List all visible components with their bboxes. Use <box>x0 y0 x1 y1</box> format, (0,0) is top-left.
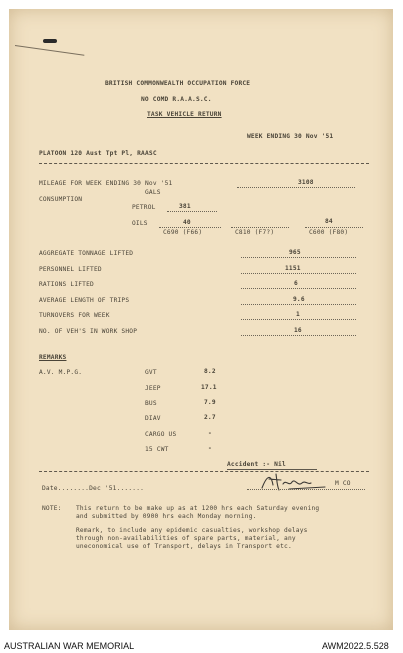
mpg-row-label: BUS <box>145 400 157 407</box>
mpg-row-value: 2.7 <box>204 414 216 421</box>
stat-value: 965 <box>289 249 301 256</box>
mpg-row-value: - <box>208 445 212 452</box>
note-line-3: Remark, to include any epidemic casualties, workshop delays <box>76 527 308 534</box>
stat-label: NO. OF VEH'S IN WORK SHOP <box>39 328 138 335</box>
stat-value: 6 <box>294 280 298 287</box>
stat-label: TURNOVERS FOR WEEK <box>39 312 110 319</box>
note-line-5: uneconomical use of Transport, delays in Transport etc. <box>76 543 292 550</box>
stat-dots <box>241 288 356 289</box>
stat-dots <box>241 273 356 274</box>
mpg-row-value: 17.1 <box>201 384 217 391</box>
col-1: C690 (F66) <box>163 229 203 236</box>
stat-label: RATIONS LIFTED <box>39 281 94 288</box>
week-ending: WEEK ENDING 30 Nov '51 <box>247 133 334 140</box>
footer-accession: AWM2022.5.528 <box>322 641 389 651</box>
stat-value: 9.6 <box>293 296 305 303</box>
signature-suffix: M CO <box>335 480 351 487</box>
petrol-label: PETROL <box>132 204 156 211</box>
oils-dots-3 <box>305 227 363 228</box>
section-rule <box>39 163 369 164</box>
stat-label: AVERAGE LENGTH OF TRIPS <box>39 297 130 304</box>
accident-text: Accident :- Nil <box>227 461 286 468</box>
stat-value: 16 <box>294 327 302 334</box>
mileage-label: MILEAGE FOR WEEK ENDING 30 Nov '51 <box>39 180 173 187</box>
oils-dots-1 <box>159 227 221 228</box>
fold-line <box>15 45 84 56</box>
platoon: PLATOON 120 Aust Tpt Pl, RAASC <box>39 150 157 157</box>
stat-label: PERSONNEL LIFTED <box>39 266 102 273</box>
mpg-row-value: 8.2 <box>204 368 216 375</box>
mileage-value: 3108 <box>298 179 314 186</box>
stat-dots <box>241 335 356 336</box>
footer-institution: AUSTRALIAN WAR MEMORIAL <box>4 641 135 651</box>
signature-line <box>247 489 365 490</box>
consumption-label: CONSUMPTION <box>39 196 83 203</box>
mpg-row-label: GVT <box>145 369 157 376</box>
note-line-1: This return to be make up as at 1200 hrs each Saturday evening <box>76 505 320 512</box>
note-line-2: and submitted by 0900 hrs each Monday morning. <box>76 513 257 520</box>
mileage-dots <box>237 187 355 188</box>
stat-value: 1151 <box>285 265 301 272</box>
header-line-1: BRITISH COMMONWEALTH OCCUPATION FORCE <box>105 80 251 87</box>
mpg-row-label: 15 CWT <box>145 446 169 453</box>
header-line-2: NO COMD R.A.A.S.C. <box>141 96 212 103</box>
pin-mark <box>43 39 57 43</box>
mpg-row-value: 7.9 <box>204 399 216 406</box>
header-line-3: TASK VEHICLE RETURN <box>147 111 222 118</box>
petrol-dots <box>167 211 217 212</box>
note-label: NOTE: <box>42 505 62 512</box>
remarks-heading: REMARKS <box>39 354 67 361</box>
gals-label: GALS <box>145 189 161 196</box>
document-sheet <box>9 9 393 630</box>
petrol-value: 381 <box>179 203 191 210</box>
stat-dots <box>241 319 356 320</box>
oils-value-2: 84 <box>325 218 333 225</box>
note-line-4: through non-availabilities of spare parts, material, any <box>76 535 296 542</box>
stat-label: AGGREGATE TONNAGE LIFTED <box>39 250 134 257</box>
mpg-row-label: DIAV <box>145 415 161 422</box>
oils-label: OILS <box>132 220 148 227</box>
stat-dots <box>241 304 356 305</box>
mpg-row-value: - <box>208 430 212 437</box>
stat-dots <box>241 257 356 258</box>
col-3: C600 (F80) <box>309 229 349 236</box>
oils-value-1: 40 <box>183 219 191 226</box>
date-line: Date........Dec '51....... <box>42 485 145 492</box>
oils-dots-2 <box>231 227 289 228</box>
mpg-row-label: CARGO US <box>145 431 177 438</box>
mpg-row-label: JEEP <box>145 385 161 392</box>
archive-footer <box>0 638 403 653</box>
stat-value: 1 <box>296 311 300 318</box>
mpg-label: A.V. M.P.G. <box>39 369 83 376</box>
col-2: C810 (F7?) <box>235 229 275 236</box>
accident-underline <box>227 469 317 470</box>
